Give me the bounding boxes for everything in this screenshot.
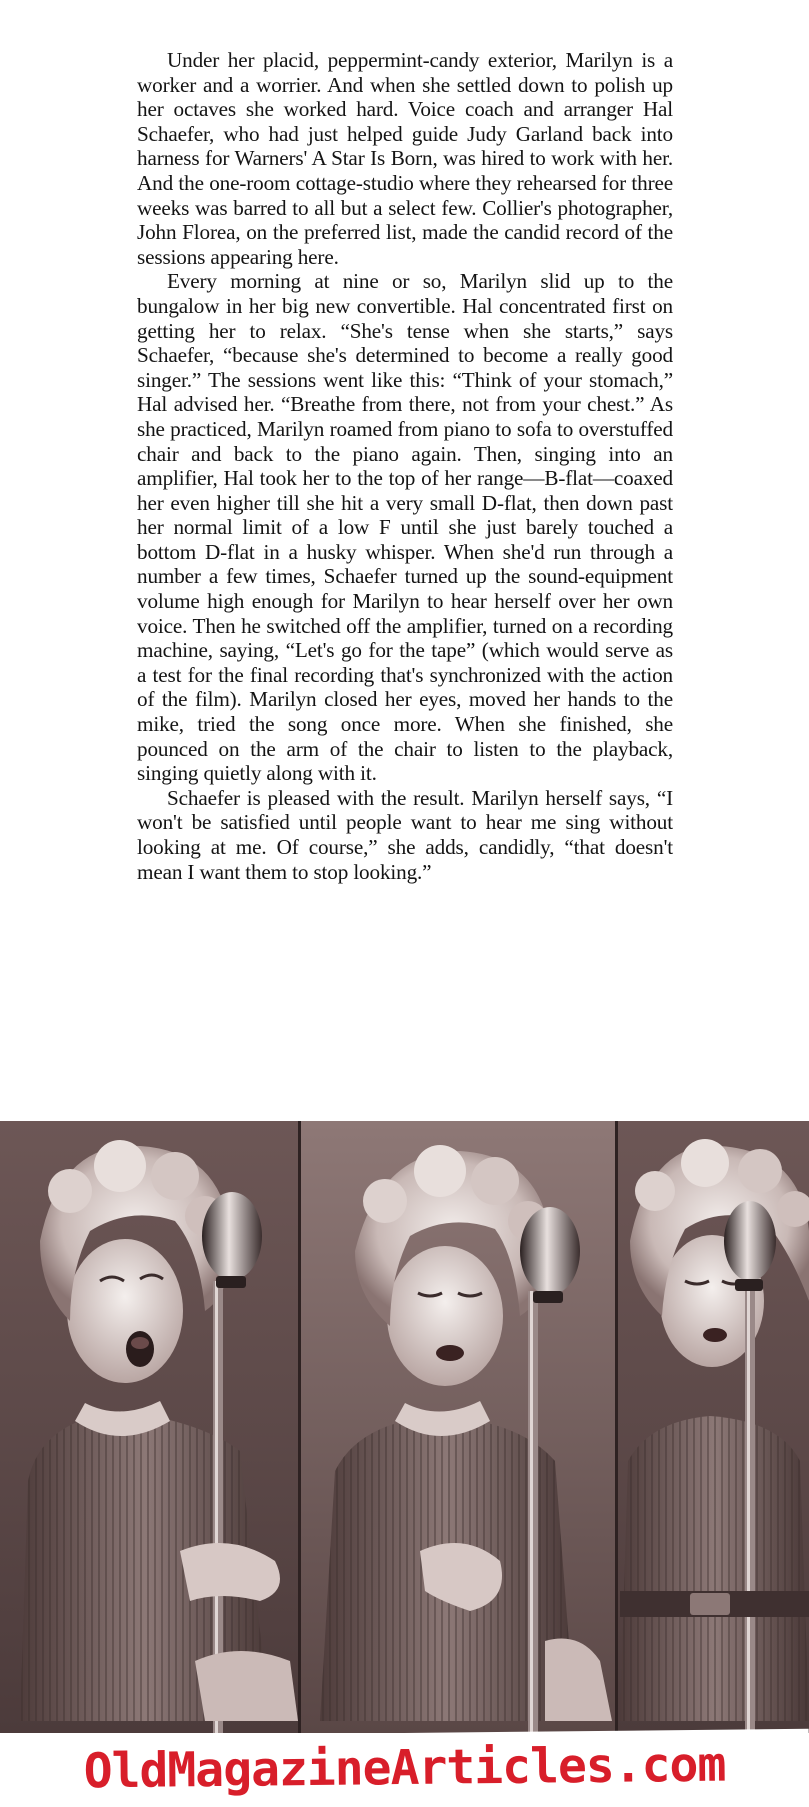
article-paragraph: Under her placid, peppermint-candy exterior, Marilyn is a worker and a worrier. And when she settled down to polish up her octaves she worked hard. Voice coach and arranger Hal Schaefer, who had just helped guide Judy Garland back into harness for Warners' A Star Is Born, was hired to work with her. And the one-room cottage-studio where they rehearsed for three weeks was barred to all but a select few. Collier's photographer, John Florea, on the preferred list, made the candid record of the sessions appearing here. — [137, 48, 673, 269]
article-paragraph: Schaefer is pleased with the result. Marilyn herself says, “I won't be satisfied until people want to hear me sing without looking at me. Of course,” she adds, candidly, “that doesn't mean I want them to stop looking.” — [137, 785, 673, 884]
photo-panel-right — [618, 1121, 809, 1733]
photo-panel-left — [0, 1121, 298, 1733]
watermark: OldMagazineArticles.com — [0, 1729, 809, 1807]
article-body — [137, 48, 673, 884]
photo-strip — [0, 1121, 809, 1733]
photo-panel-middle — [301, 1121, 615, 1733]
article-paragraph: Every morning at nine or so, Marilyn slid up to the bungalow in her big new convertible. Hal concentrated first on getting her to relax. “She's tense when she starts,” says Schaefer, “because she's determined to become a really good singer.” The sessions went like this: “Think of your stomach,” Hal advised her. “Breathe from there, not from your chest.” As she practiced, Marilyn roamed from piano to sofa to overstuffed chair and back to the piano again. Then, singing into an amplifier, Hal took her to the top of her range—B-flat—coaxed her even higher till she hit a very small D-flat, then down past her normal limit of a low F until she just barely touched a bottom D-flat in a husky whisper. When she'd run through a number a few times, Schaefer turned up the sound-equipment volume high enough for Marilyn to hear herself over her own voice. Then he switched off the amplifier, turned on a recording machine, saying, “Let's go for the tape” (which would serve as a test for the final recording that's synchronized with the action of the film). Marilyn closed her eyes, moved her hands to the mike, tried the song once more. When she finished, she pounced on the arm of the chair to listen to the playback, singing quietly along with it. — [137, 269, 673, 786]
